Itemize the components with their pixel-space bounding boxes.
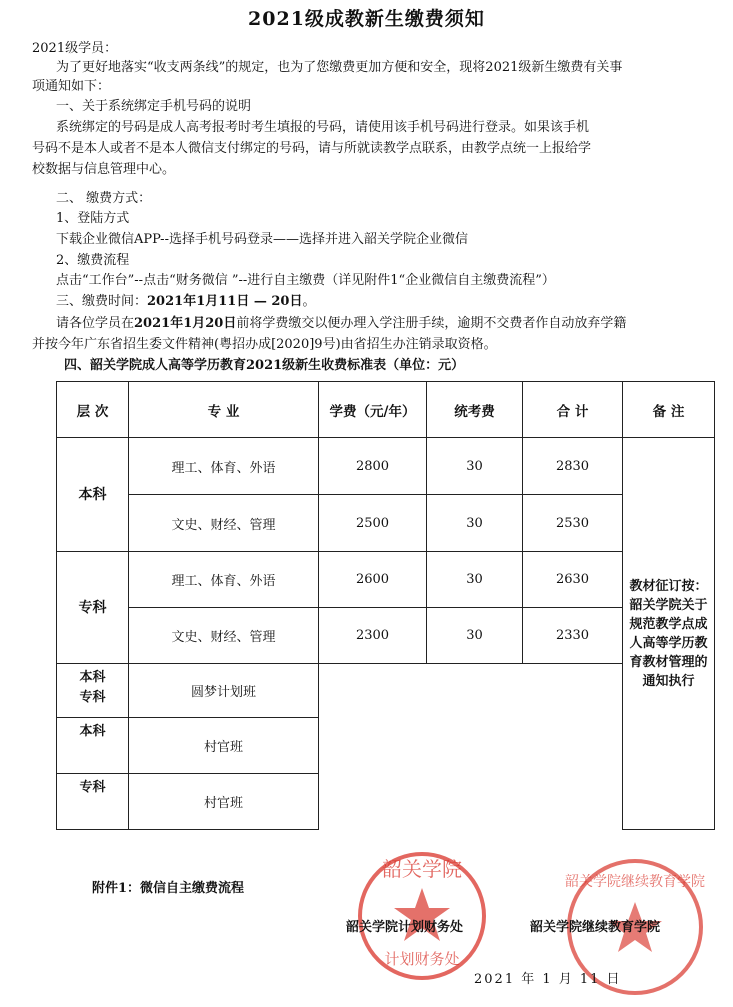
table-header-row (57, 382, 715, 438)
intro-line-2: 项通知如下： (32, 79, 111, 94)
section-3-suffix: 。 (302, 294, 316, 309)
empty-cell (319, 664, 623, 830)
section-2-sub-1: 1、登陆方式 (56, 211, 130, 226)
section-2-sub-2: 2、缴费流程 (56, 253, 130, 268)
section-3-prefix: 三、缴费时间： (56, 294, 148, 309)
major-cell: 村官班 (129, 718, 319, 774)
intro-line-1: 为了更好地落实“收支两条线”的规定，也为了您缴费更加方便和安全，现将2021级新生缴费有关事 (56, 60, 623, 75)
signature-continuing-education: 韶关学院继续教育学院 (530, 920, 661, 935)
exam-fee-cell: 30 (427, 495, 523, 552)
exam-fee-cell: 30 (427, 608, 523, 664)
exam-fee-cell: 30 (427, 438, 523, 495)
fee-table (56, 381, 715, 830)
document-date: 2021 年 1 月 11 日 (474, 972, 622, 987)
level-benke-zhuanke: 本科 专科 (57, 664, 129, 718)
major-cell: 圆梦计划班 (129, 664, 319, 718)
major-cell: 理工、体育、外语 (129, 552, 319, 608)
level-benke: 本科 (57, 438, 129, 552)
document-title: 2021级成教新生缴费须知 (248, 8, 485, 30)
total-cell: 2830 (523, 438, 623, 495)
header-tuition: 学费（元/年） (319, 382, 427, 438)
total-cell: 2630 (523, 552, 623, 608)
exam-fee-cell: 30 (427, 552, 523, 608)
tuition-cell: 2600 (319, 552, 427, 608)
tuition-cell: 2300 (319, 608, 427, 664)
tuition-cell: 2500 (319, 495, 427, 552)
table-row (57, 608, 715, 664)
total-cell: 2530 (523, 495, 623, 552)
table-row (57, 438, 715, 495)
level-zhuanke: 专科 (57, 552, 129, 664)
header-remark: 备 注 (623, 382, 715, 438)
signature-finance-office: 韶关学院计划财务处 (346, 920, 464, 935)
major-cell: 理工、体育、外语 (129, 438, 319, 495)
table-row (57, 664, 715, 718)
section-2-sub-2-text: 点击“工作台”--点击“财务微信 ”--进行自主缴费（详见附件1“企业微信自主缴费流程”） (56, 273, 555, 288)
seal-2-text: 韶关学院继续教育学院 (565, 874, 705, 890)
deadline-date: 2021年1月20日 (134, 316, 237, 331)
section-3-line (56, 293, 316, 311)
section-1-para-line-3: 校数据与信息管理中心。 (32, 162, 176, 177)
attachment-line: 附件1：微信自主缴费流程 (92, 881, 245, 896)
header-exam-fee: 统考费 (427, 382, 523, 438)
notice-suffix: 前将学费缴交以便办理入学注册手续，逾期不交费者作自动放弃学籍 (236, 316, 627, 331)
table-row (57, 552, 715, 608)
major-cell: 文史、财经、管理 (129, 495, 319, 552)
level-zhuanke-only: 专科 (57, 774, 129, 830)
seal-1-sub: 计划财务处 (384, 950, 460, 968)
major-cell: 文史、财经、管理 (129, 608, 319, 664)
table-row (57, 495, 715, 552)
tuition-cell: 2800 (319, 438, 427, 495)
section-2-heading: 二、 缴费方式： (56, 191, 152, 206)
level-benke-only: 本科 (57, 718, 129, 774)
seal-1-text: 韶关学院 (382, 857, 462, 881)
total-cell: 2330 (523, 608, 623, 664)
section-4-heading: 四、韶关学院成人高等学历教育2021级新生收费标准表（单位：元） (64, 358, 465, 373)
header-level: 层 次 (57, 382, 129, 438)
section-2-sub-1-text: 下载企业微信APP--选择手机号码登录——选择并进入韶关学院企业微信 (56, 232, 468, 247)
salutation: 2021级学员： (32, 41, 118, 56)
section-1-heading: 一、关于系统绑定手机号码的说明 (56, 99, 252, 114)
remark-cell: 教材征订按： 韶关学院关于 规范教学点成 人高等学历教 育教材管理的 通知执行 (623, 438, 715, 830)
notice-prefix: 请各位学员在 (56, 316, 135, 331)
header-total: 合 计 (523, 382, 623, 438)
section-1-para-line-2: 号码不是本人或者不是本人微信支付绑定的号码，请与所就读教学点联系，由教学点统一上报给学 (32, 141, 592, 156)
section-1-para-line-1: 系统绑定的号码是成人高考报考时考生填报的号码，请使用该手机号码进行登录。如果该手机 (56, 120, 590, 135)
notice-line-2: 并按今年广东省招生委文件精神(粤招办成[2020]9号)由省招生办注销录取资格。 (32, 337, 497, 352)
header-major: 专 业 (129, 382, 319, 438)
notice-line-1 (56, 315, 626, 333)
major-cell: 村官班 (129, 774, 319, 830)
payment-period: 2021年1月11日 — 20日 (147, 294, 303, 309)
